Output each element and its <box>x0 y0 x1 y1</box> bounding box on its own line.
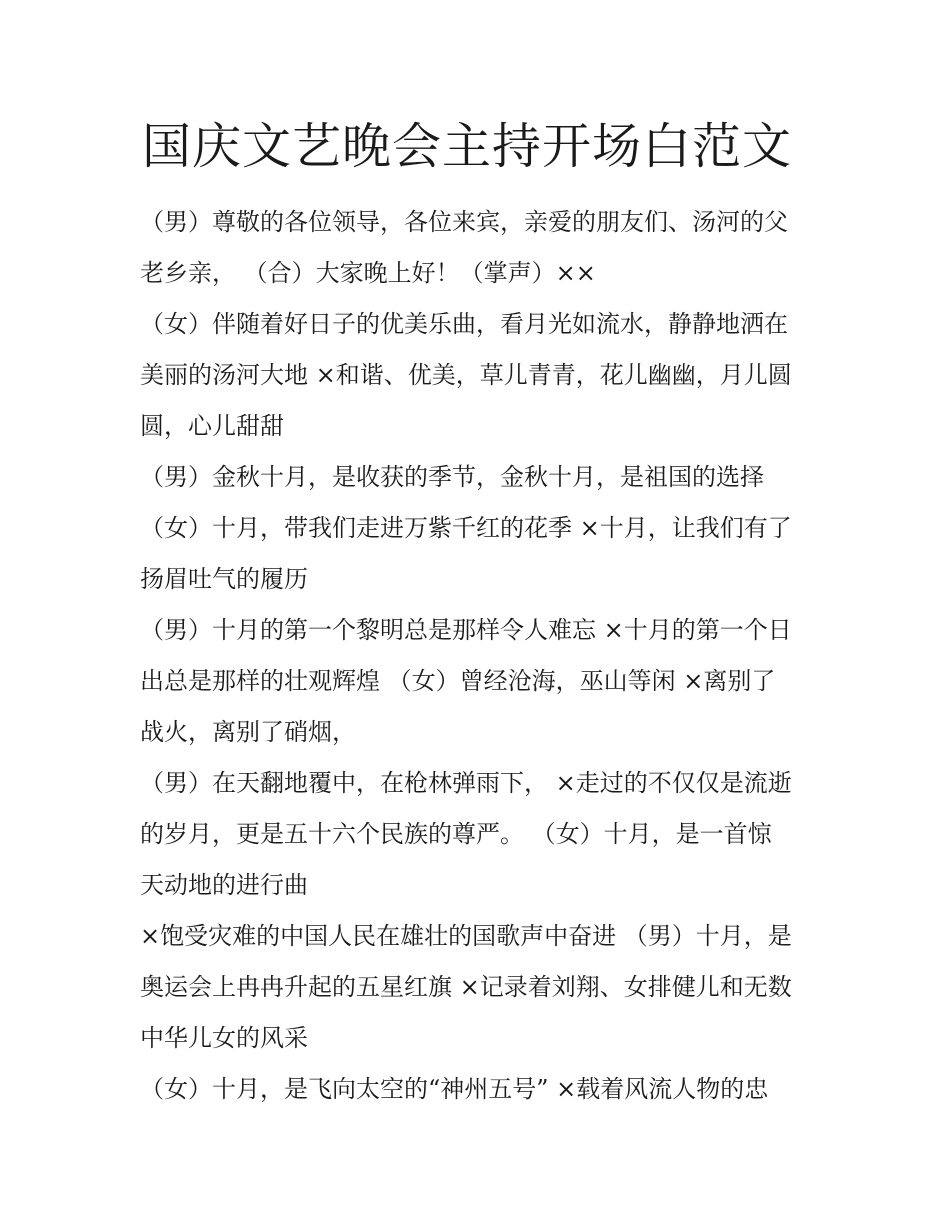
text-line: 战火，离别了硝烟， <box>140 718 356 746</box>
text-line: 的岁月，更是五十六个民族的尊严。 （女）十月，是一首惊 <box>140 820 772 848</box>
document-title: 国庆文艺晚会主持开场白范文 <box>142 118 793 175</box>
text-line: （女）十月，是飞向太空的“神州五号” ×载着风流人物的忠 <box>140 1075 769 1103</box>
text-line: 扬眉吐气的履历 <box>140 565 308 593</box>
text-line: （男）在天翻地覆中，在枪林弹雨下， ×走过的不仅仅是流逝 <box>140 769 792 797</box>
text-line: ×饱受灾难的中国人民在雄壮的国歌声中奋进 （男）十月，是 <box>140 922 792 950</box>
text-line: 美丽的汤河大地 ×和谐、优美，草儿青青，花儿幽幽，月儿圆 <box>140 361 792 389</box>
text-line: （男）十月的第一个黎明总是那样令人难忘 ×十月的第一个日 <box>140 616 792 644</box>
text-line: （女）十月，带我们走进万紫千红的花季 ×十月，让我们有了 <box>140 514 792 542</box>
text-line: （男）金秋十月，是收获的季节，金秋十月，是祖国的选择 <box>140 463 764 491</box>
text-line: 天动地的进行曲 <box>140 871 308 899</box>
document-body <box>140 197 830 1115</box>
text-line: 奥运会上冉冉升起的五星红旗 ×记录着刘翔、女排健儿和无数 <box>140 973 792 1001</box>
text-line: 中华儿女的风采 <box>140 1024 308 1052</box>
text-line: 出总是那样的壮观辉煌 （女）曾经沧海，巫山等闲 ×离别了 <box>140 667 776 695</box>
text-line: （男）尊敬的各位领导，各位来宾，亲爱的朋友们、汤河的父 <box>140 208 788 236</box>
text-line: 圆，心儿甜甜 <box>140 412 284 440</box>
text-line: 老乡亲， （合）大家晚上好！（掌声）×× <box>140 259 596 287</box>
text-line: （女）伴随着好日子的优美乐曲，看月光如流水，静静地洒在 <box>140 310 788 338</box>
